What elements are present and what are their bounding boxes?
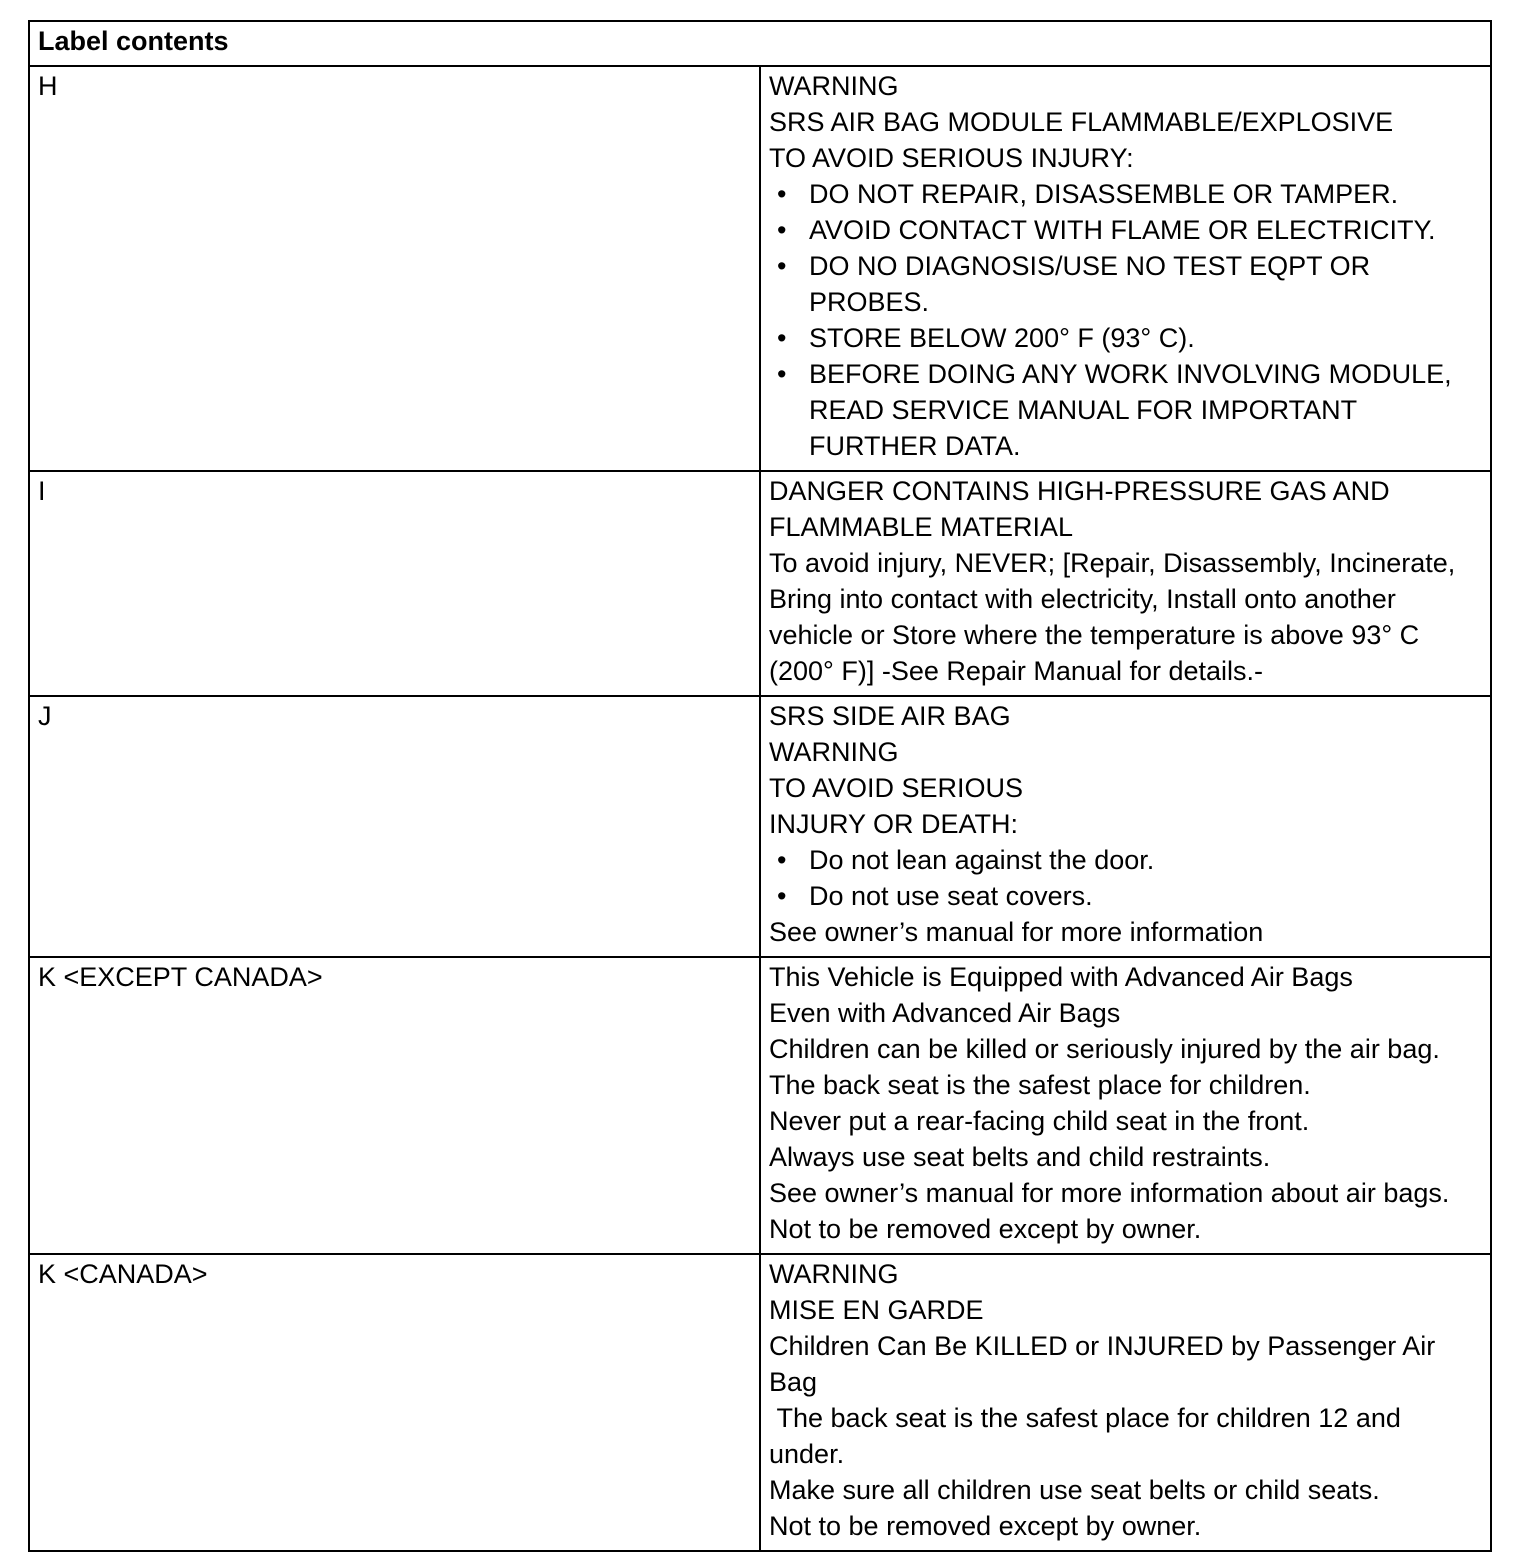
label-text-line: Make sure all children use seat belts or child seats.: [769, 1475, 1380, 1505]
label-text-line: Not to be removed except by owner.: [769, 1511, 1202, 1541]
label-key-cell: I: [29, 471, 760, 696]
label-content-cell: [760, 471, 1491, 696]
label-text-line: The back seat is the safest place for children 12 and under.: [769, 1403, 1409, 1469]
label-text-line: INJURY OR DEATH:: [769, 809, 1019, 839]
label-content-cell: [760, 696, 1491, 957]
label-content-cell: [760, 66, 1491, 471]
label-text-line: The back seat is the safest place for children.: [769, 1070, 1311, 1100]
label-content-cell: [760, 957, 1491, 1254]
table-header: Label contents: [29, 21, 1491, 66]
bullet-item: • Do not lean against the door.: [769, 842, 1482, 878]
bullet-item: • BEFORE DOING ANY WORK INVOLVING MODULE, READ SERVICE MANUAL FOR IMPORTANT FURTHER DATA.: [769, 356, 1482, 464]
label-text-line: DANGER CONTAINS HIGH-PRESSURE GAS AND FLAMMABLE MATERIAL: [769, 476, 1398, 542]
label-text-line: Not to be removed except by owner.: [769, 1214, 1202, 1244]
label-text-line: SRS AIR BAG MODULE FLAMMABLE/EXPLOSIVE: [769, 107, 1394, 137]
bullet-item: • DO NO DIAGNOSIS/USE NO TEST EQPT OR PROBES.: [769, 248, 1482, 320]
label-text-line: See owner’s manual for more information: [769, 917, 1264, 947]
bullet-list: [769, 176, 1482, 464]
label-contents-table: [28, 20, 1492, 1552]
label-content-cell: [760, 1254, 1491, 1551]
bullet-item: • DO NOT REPAIR, DISASSEMBLE OR TAMPER.: [769, 176, 1482, 212]
label-text-line: This Vehicle is Equipped with Advanced Air Bags: [769, 962, 1353, 992]
table-row: [29, 471, 1491, 696]
label-text-line: See owner’s manual for more information about air bags.: [769, 1178, 1450, 1208]
label-text-line: WARNING: [769, 737, 899, 767]
label-text-line: Even with Advanced Air Bags: [769, 998, 1121, 1028]
table-row: [29, 1254, 1491, 1551]
label-text-line: SRS SIDE AIR BAG: [769, 701, 1011, 731]
table-row: [29, 957, 1491, 1254]
label-text-line: WARNING: [769, 1259, 899, 1289]
label-key-cell: K <CANADA>: [29, 1254, 760, 1551]
label-text-line: WARNING: [769, 71, 899, 101]
label-text-line: Never put a rear-facing child seat in the front.: [769, 1106, 1310, 1136]
bullet-item: • AVOID CONTACT WITH FLAME OR ELECTRICITY.: [769, 212, 1482, 248]
label-key-cell: K <EXCEPT CANADA>: [29, 957, 760, 1254]
header-row: [29, 21, 1491, 66]
table-row: [29, 66, 1491, 471]
bullet-item: • STORE BELOW 200° F (93° C).: [769, 320, 1482, 356]
label-text-line: Children Can Be KILLED or INJURED by Passenger Air Bag: [769, 1331, 1443, 1397]
label-key-cell: H: [29, 66, 760, 471]
label-text-line: To avoid injury, NEVER; [Repair, Disassembly, Incinerate, Bring into contact with electricity, Install onto another vehicle or Store where the temperature is above 93° C (200° F)] -See Repair Manual for details.-: [769, 548, 1463, 686]
label-text-line: TO AVOID SERIOUS INJURY:: [769, 143, 1134, 173]
label-text-line: TO AVOID SERIOUS: [769, 773, 1024, 803]
label-text-line: Always use seat belts and child restraints.: [769, 1142, 1271, 1172]
table-row: [29, 696, 1491, 957]
table-body: [29, 21, 1491, 1551]
label-text-line: Children can be killed or seriously injured by the air bag.: [769, 1034, 1440, 1064]
label-key-cell: J: [29, 696, 760, 957]
label-text-line: MISE EN GARDE: [769, 1295, 984, 1325]
bullet-list: [769, 842, 1482, 914]
bullet-item: • Do not use seat covers.: [769, 878, 1482, 914]
